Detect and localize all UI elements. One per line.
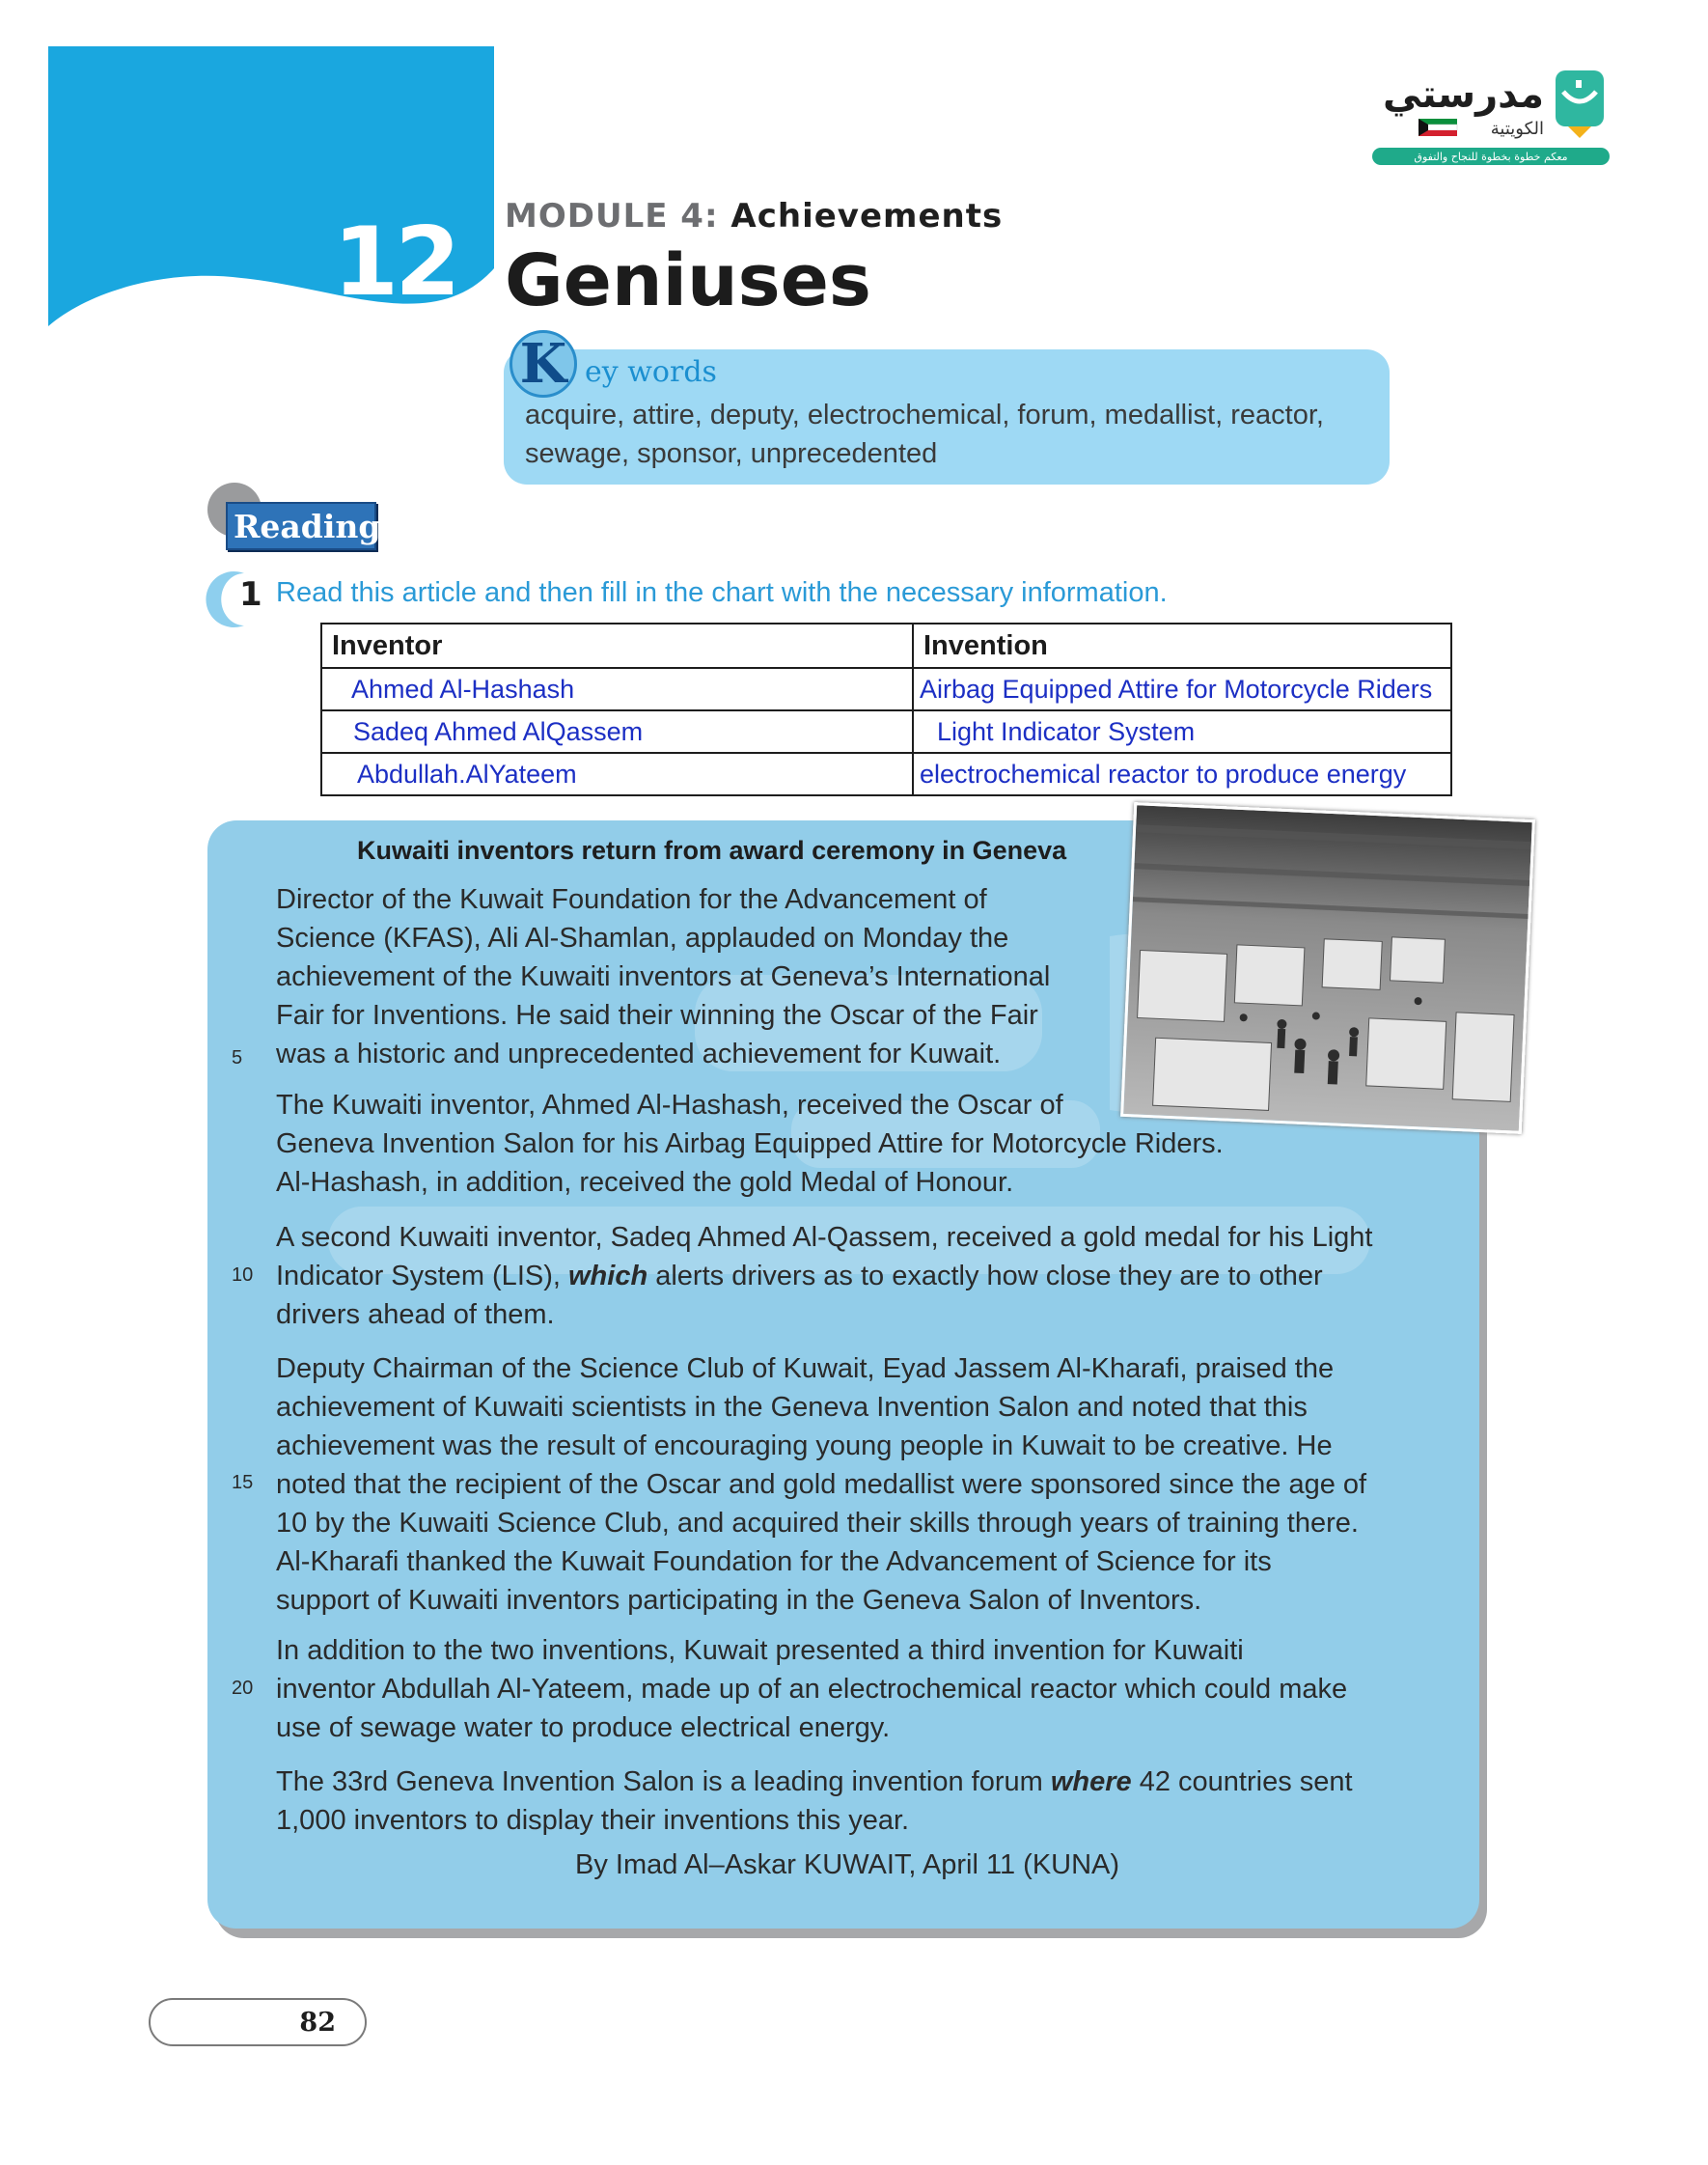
article-line: In addition to the two inventions, Kuwait presented a third invention for Kuwaiti <box>276 1635 1244 1666</box>
article-paragraph <box>276 1086 1224 1202</box>
article-paragraph <box>276 1631 1347 1747</box>
article-line: Director of the Kuwait Foundation for the Advancement of <box>276 884 987 915</box>
article-line: inventor Abdullah Al-Yateem, made up of an electrochemical reactor which could make <box>276 1674 1348 1705</box>
article-line: achievement was the result of encouraging young people in Kuwait to be creative. He <box>276 1430 1333 1461</box>
exercise-number: 1 <box>239 575 262 614</box>
table-row <box>321 753 1451 795</box>
invention-cell[interactable]: Airbag Equipped Attire for Motorcycle Riders <box>913 668 1451 710</box>
article-line: A second Kuwaiti inventor, Sadeq Ahmed Al-Qassem, received a gold medal for his Light <box>276 1222 1373 1253</box>
module-heading <box>505 197 1003 236</box>
article-line: use of sewage water to produce electrical energy. <box>276 1712 891 1743</box>
article-line: Al-Kharafi thanked the Kuwait Foundation for the Advancement of Science for its <box>276 1546 1272 1577</box>
inventor-cell[interactable]: Sadeq Ahmed AlQassem <box>321 710 913 753</box>
inventor-cell[interactable]: Ahmed Al-Hashash <box>321 668 913 710</box>
line-number: 5 <box>232 1047 243 1069</box>
page-number: 82 <box>149 1998 367 2046</box>
article-paragraph <box>276 1349 1366 1620</box>
article-byline: By Imad Al–Askar KUWAIT, April 11 (KUNA) <box>575 1849 1120 1880</box>
column-header-inventor: Inventor <box>321 624 913 668</box>
article-line: Indicator System (LIS), which alerts drivers as to exactly how close they are to other <box>276 1261 1323 1291</box>
keywords-heading: ey words <box>585 355 717 389</box>
article-line: 10 by the Kuwaiti Science Club, and acquired their skills through years of training there. <box>276 1508 1359 1539</box>
article-line: Fair for Inventions. He said their winning the Oscar of the Fair <box>276 1000 1038 1031</box>
article-line: achievement of the Kuwaiti inventors at Geneva’s International <box>276 961 1051 992</box>
article-paragraph <box>276 1218 1372 1334</box>
keywords-badge: K <box>510 330 577 398</box>
kuwait-flag-icon <box>1419 119 1457 136</box>
article-line: support of Kuwaiti inventors participating in the Geneva Salon of Inventors. <box>276 1585 1202 1616</box>
article-paragraph <box>276 1763 1353 1840</box>
invention-cell[interactable]: Light Indicator System <box>913 710 1451 753</box>
page-title: Geniuses <box>505 239 871 322</box>
column-header-invention: Invention <box>913 624 1451 668</box>
unit-number: 12 <box>333 208 457 318</box>
emphasis-word: where <box>1050 1766 1132 1797</box>
exercise-instruction: Read this article and then fill in the chart with the necessary information. <box>276 577 1168 608</box>
article-line: Science (KFAS), Ali Al-Shamlan, applauded on Monday the <box>276 923 1009 954</box>
article-line: Geneva Invention Salon for his Airbag Equipped Attire for Motorcycle Riders. <box>276 1128 1224 1159</box>
keywords-line: acquire, attire, deputy, electrochemical, forum, medallist, reactor, <box>525 400 1324 430</box>
keywords-list <box>525 396 1374 473</box>
madrasati-logo <box>1370 63 1612 171</box>
article-headline: Kuwaiti inventors return from award ceremony in Geneva <box>357 836 1067 865</box>
invention-cell[interactable]: electrochemical reactor to produce energy <box>913 753 1451 795</box>
table-header-row <box>321 624 1451 668</box>
article-line: The Kuwaiti inventor, Ahmed Al-Hashash, received the Oscar of <box>276 1090 1063 1121</box>
logo-tagline: معكم خطوة بخطوة للنجاح والتفوق <box>1414 151 1568 163</box>
section-label-reading: Reading <box>226 502 376 550</box>
logo-name: مدرستي <box>1382 72 1544 117</box>
table-row <box>321 668 1451 710</box>
inventor-chart-table <box>320 623 1452 796</box>
module-name: Achievements <box>730 197 1004 236</box>
article-line: 1,000 inventors to display their inventions this year. <box>276 1805 910 1836</box>
emphasis-word: which <box>568 1261 648 1291</box>
table-row <box>321 710 1451 753</box>
article-line: was a historic and unprecedented achievement for Kuwait. <box>276 1039 1002 1069</box>
article-line: The 33rd Geneva Invention Salon is a leading invention forum where 42 countries sent <box>276 1766 1353 1797</box>
logo-subname: الكويتية <box>1490 119 1544 139</box>
invention-fair-photo <box>1120 802 1535 1134</box>
keywords-line: sewage, sponsor, unprecedented <box>525 438 938 469</box>
article-line: Al-Hashash, in addition, received the gold Medal of Honour. <box>276 1167 1014 1198</box>
inventor-cell[interactable]: Abdullah.AlYateem <box>321 753 913 795</box>
article-line: noted that the recipient of the Oscar and gold medallist were sponsored since the age of <box>276 1469 1367 1500</box>
article-line: drivers ahead of them. <box>276 1299 555 1330</box>
article-line: Deputy Chairman of the Science Club of Kuwait, Eyad Jassem Al-Kharafi, praised the <box>276 1353 1335 1384</box>
line-number: 10 <box>232 1264 254 1286</box>
article-paragraph <box>276 880 1050 1073</box>
line-number: 15 <box>232 1472 254 1493</box>
article-line: achievement of Kuwaiti scientists in the Geneva Invention Salon and noted that this <box>276 1392 1308 1423</box>
module-prefix: MODULE 4: <box>505 197 719 236</box>
line-number: 20 <box>232 1678 254 1699</box>
